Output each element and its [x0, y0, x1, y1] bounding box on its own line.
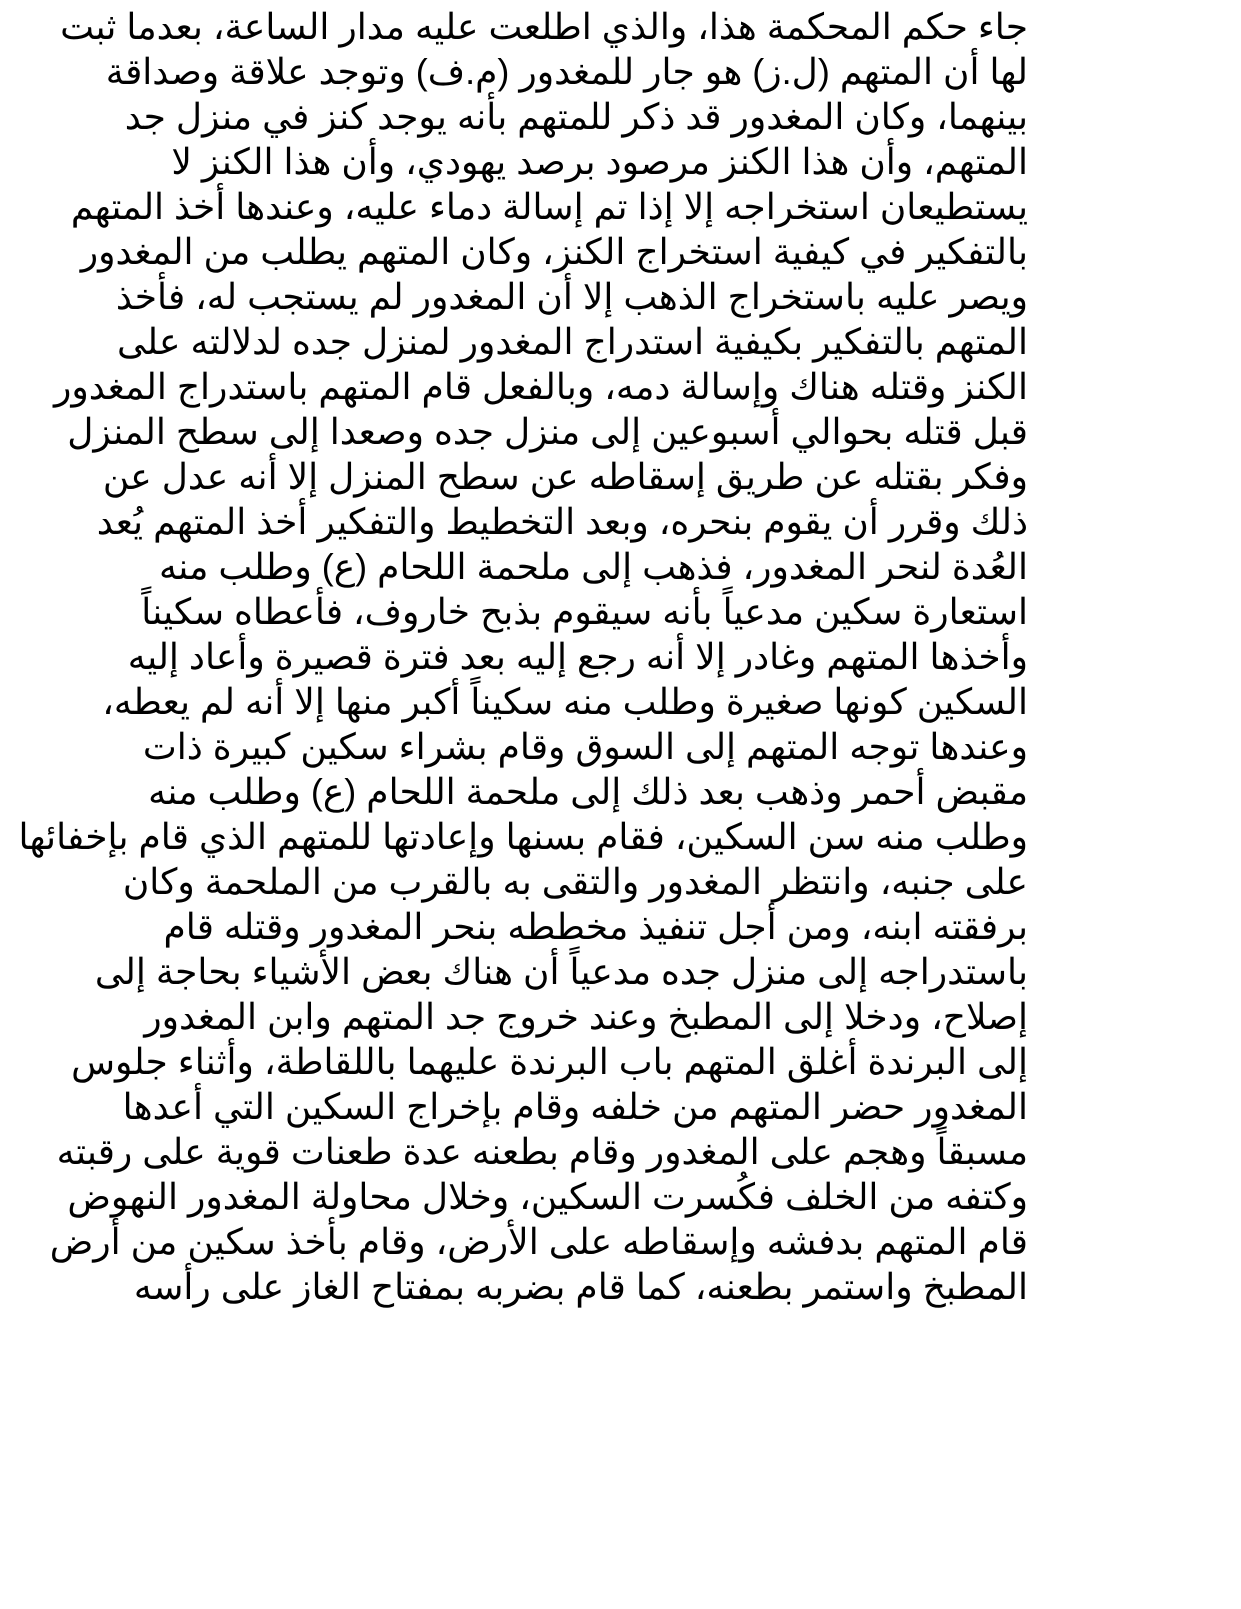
text-line: مسبقاً وهجم على المغدور وقام بطعنه عدة طعنات قوية على رقبته — [56, 1131, 1028, 1172]
text-line: العُدة لنحر المغدور، فذهب إلى ملحمة اللحام (ع) وطلب منه — [158, 546, 1028, 587]
text-line: إلى البرندة أغلق المتهم باب البرندة عليهما باللقاطة، وأثناء جلوس — [71, 1041, 1028, 1082]
text-line: المتهم بالتفكير بكيفية استدراج المغدور لمنزل جده لدلالته على — [117, 321, 1028, 362]
text-line: جاء حكم المحكمة هذا، والذي اطلعت عليه مدار الساعة، بعدما ثبت — [60, 6, 1028, 47]
text-line: استعارة سكين مدعياً بأنه سيقوم بذبح خاروف، فأعطاه سكيناً — [141, 591, 1028, 632]
text-line: مقبض أحمر وذهب بعد ذلك إلى ملحمة اللحام (ع) وطلب منه — [148, 771, 1028, 812]
text-line: لها أن المتهم (ل.ز) هو جار للمغدور (م.ف) وتوجد علاقة وصداقة — [105, 51, 1028, 92]
text-line: بالتفكير في كيفية استخراج الكنز، وكان المتهم يطلب من المغدور — [80, 231, 1028, 272]
text-line: باستدراجه إلى منزل جده مدعياً أن هناك بعض الأشياء بحاجة إلى — [94, 951, 1028, 992]
text-line: وكتفه من الخلف فكُسرت السكين، وخلال محاولة المغدور النهوض — [67, 1176, 1028, 1217]
text-line: المطبخ واستمر بطعنه، كما قام بضربه بمفتاح الغاز على رأسه — [133, 1266, 1028, 1307]
text-line: برفقته ابنه، ومن أجل تنفيذ مخططه بنحر المغدور وقتله قام — [163, 906, 1028, 947]
text-line: وفكر بقتله عن طريق إسقاطه عن سطح المنزل إلا أنه عدل عن — [102, 456, 1028, 497]
text-line: قام المتهم بدفشه وإسقاطه على الأرض، وقام بأخذ سكين من أرض — [49, 1221, 1028, 1262]
text-line: إصلاح، ودخلا إلى المطبخ وعند خروج جد المتهم وابن المغدور — [144, 996, 1028, 1037]
text-line: على جنبه، وانتظر المغدور والتقى به بالقرب من الملحمة وكان — [122, 861, 1028, 902]
text-line: ويصر عليه باستخراج الذهب إلا أن المغدور لم يستجب له، فأخذ — [115, 276, 1028, 317]
text-line: الكنز وقتله هناك وإسالة دمه، وبالفعل قام المتهم باستدراج المغدور — [54, 366, 1028, 407]
text-line: المغدور حضر المتهم من خلفه وقام بإخراج السكين التي أعدها — [122, 1086, 1028, 1127]
text-line: بينهما، وكان المغدور قد ذكر للمتهم بأنه يوجد كنز في منزل جد — [124, 96, 1028, 137]
text-line: وأخذها المتهم وغادر إلا أنه رجع إليه بعد فترة قصيرة وأعاد إليه — [127, 636, 1028, 677]
text-line: المتهم، وأن هذا الكنز مرصود برصد يهودي، وأن هذا الكنز لا — [171, 141, 1028, 182]
text-line: وعندها توجه المتهم إلى السوق وقام بشراء سكين كبيرة ذات — [142, 726, 1028, 767]
text-line: السكين كونها صغيرة وطلب منه سكيناً أكبر منها إلا أنه لم يعطه، — [102, 681, 1028, 722]
text-line: ذلك وقرر أن يقوم بنحره، وبعد التخطيط والتفكير أخذ المتهم يُعد — [96, 501, 1028, 542]
text-line: يستطيعان استخراجه إلا إذا تم إسالة دماء عليه، وعندها أخذ المتهم — [70, 186, 1028, 227]
text-line: وطلب منه سن السكين، فقام بسنها وإعادتها للمتهم الذي قام بإخفائها — [18, 816, 1028, 857]
article-body — [18, 4, 1028, 1309]
text-line: قبل قتله بحوالي أسبوعين إلى منزل جده وصعدا إلى سطح المنزل — [67, 411, 1028, 452]
